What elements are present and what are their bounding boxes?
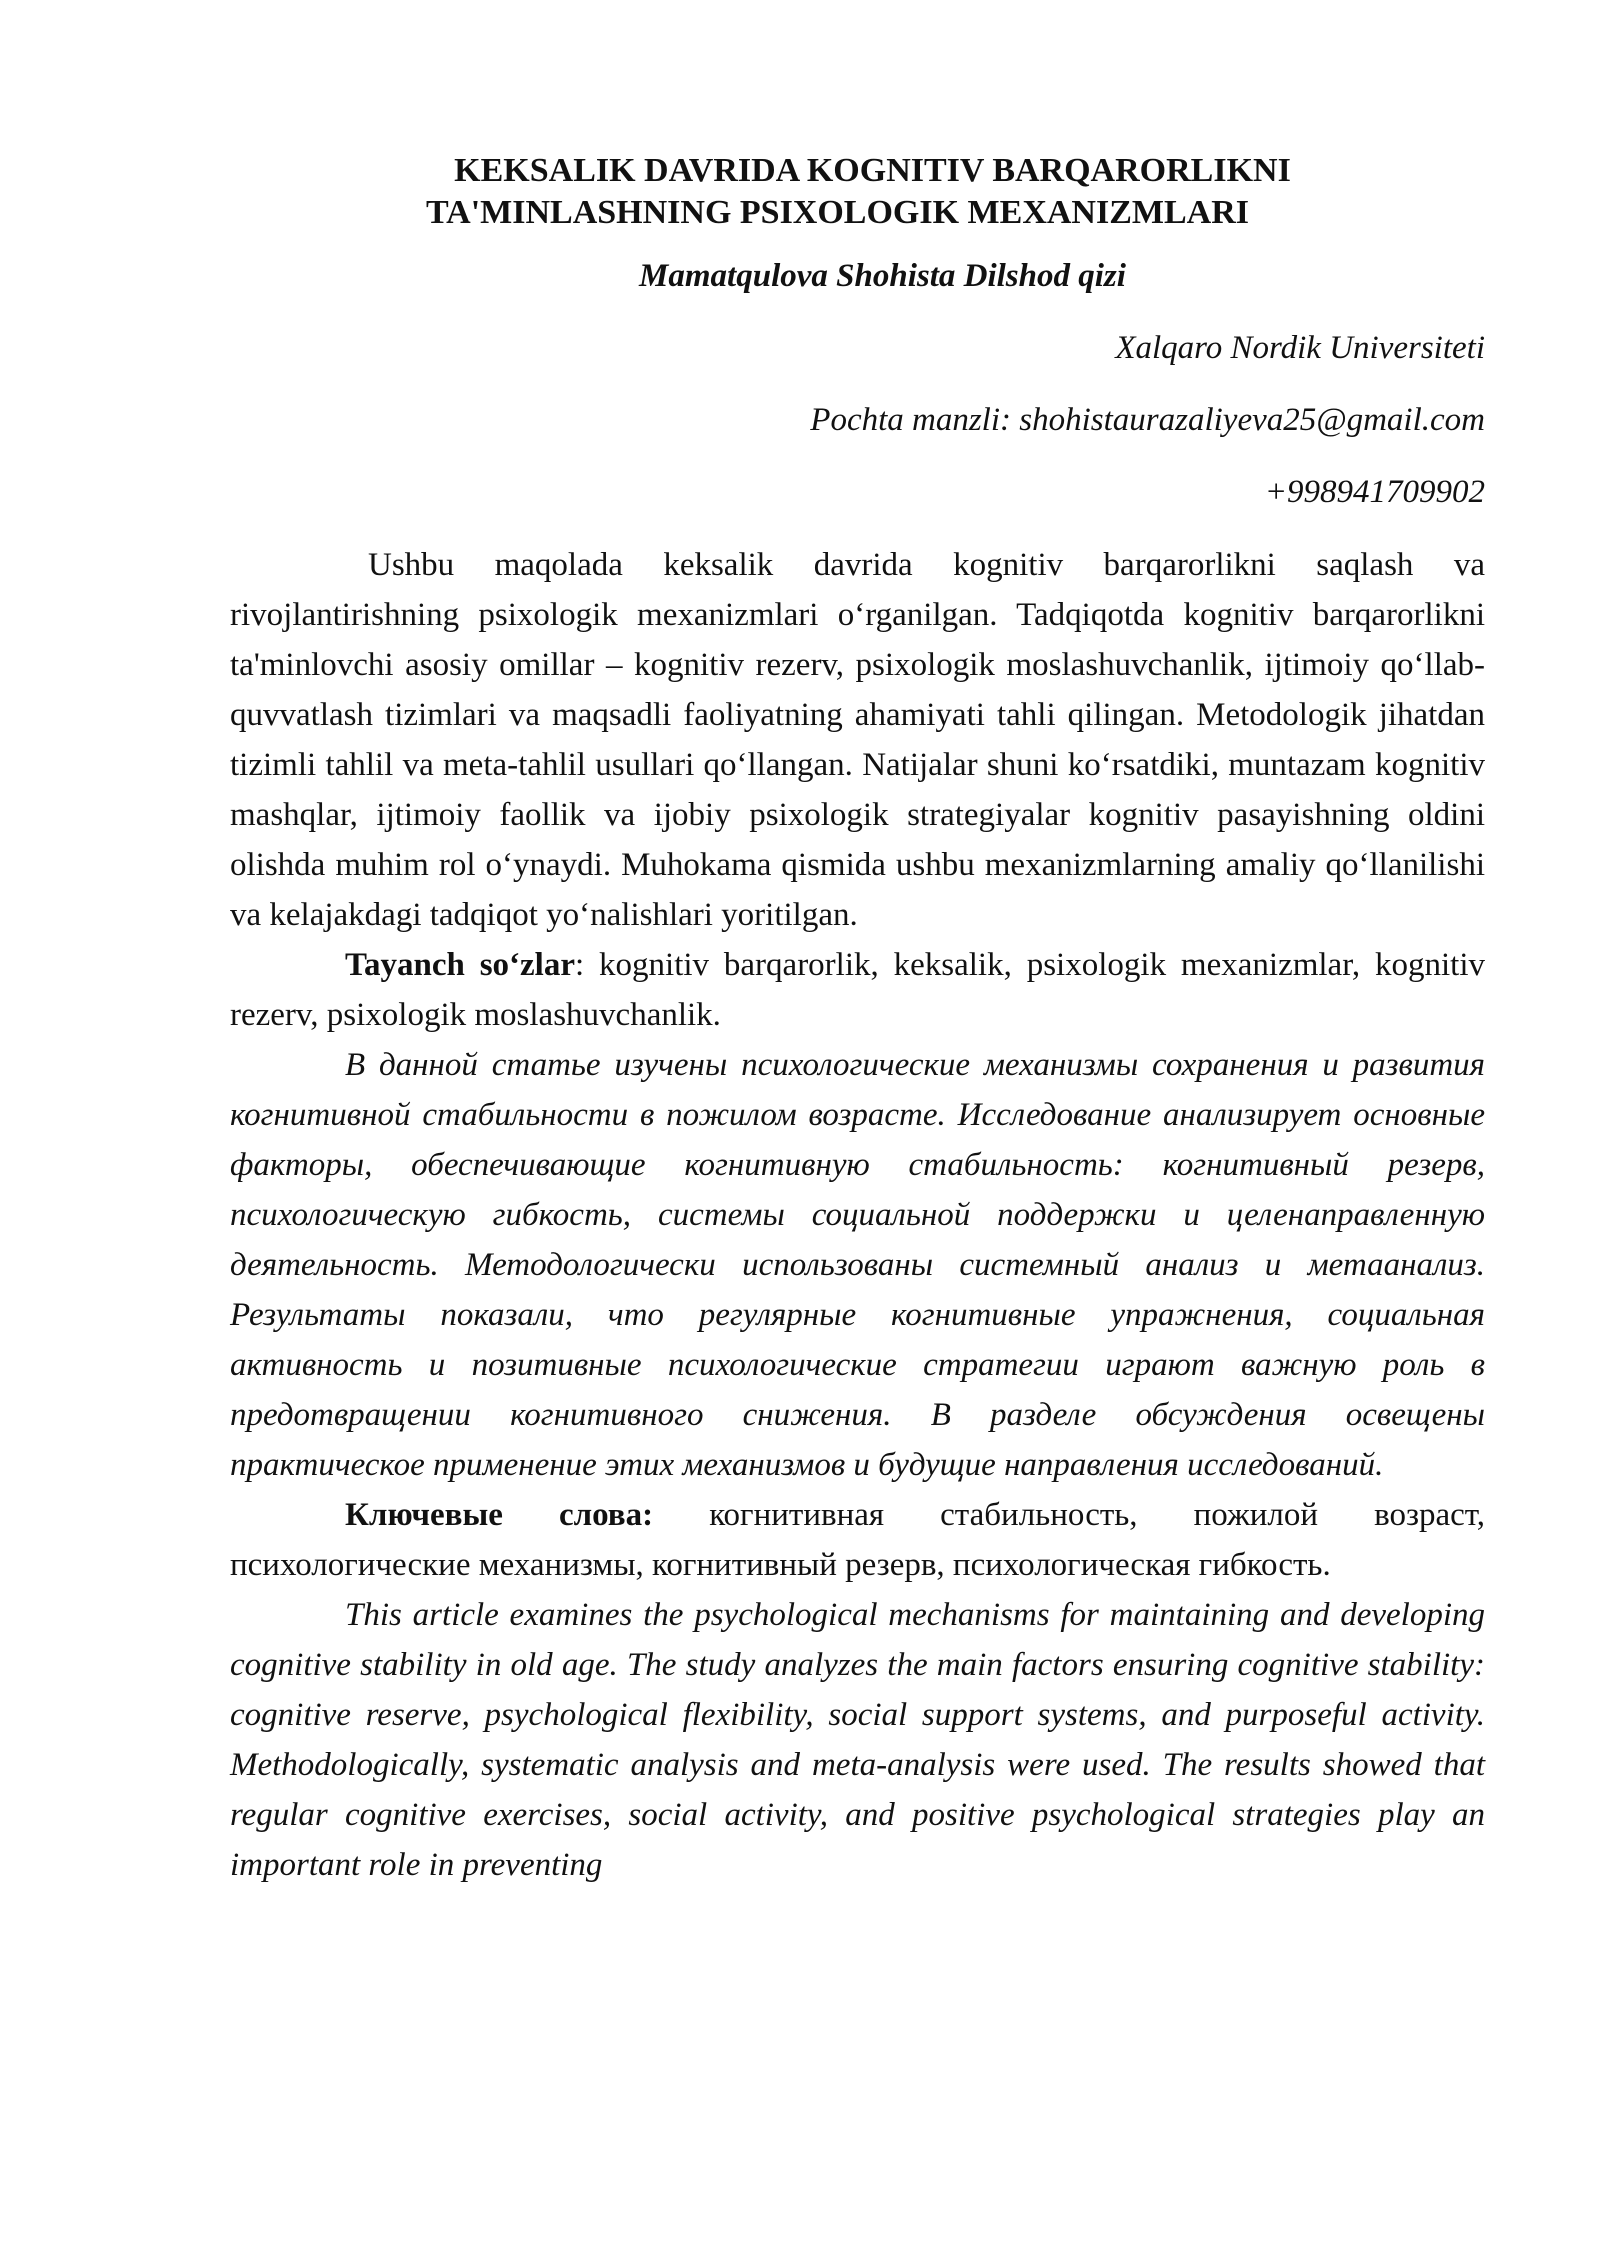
abstract-russian: В данной статье изучены психологические механизмы сохранения и развития когнитивной стабильности в пожилом возрасте. Исследование анализирует основные факторы, обеспечивающие когнитивную стабильность: когнитивный резерв, психологическую гибкость, системы социальной поддержки и целенаправленную деятельность. Методологически использованы системный анализ и метаанализ. Результаты показали, что регулярные когнитивные упражнения, социальная активность и позитивные психологические стратегии играют важную роль в предотвращении когнитивного снижения. В разделе обсуждения освещены практическое применение этих механизмов и будущие направления исследований. xyxy=(230,1047,1485,1483)
title-line-2: TA'MINLASHNING PSIXOLOGIK MEXANIZMLARI xyxy=(425,194,1249,231)
keywords-uzbek xyxy=(230,940,1485,1040)
keywords-russian-text: когнитивная стабильность, пожилой возраст, психологические механизмы, когнитивный резерв, психологическая гибкость. xyxy=(230,1497,1485,1583)
keywords-russian xyxy=(230,1490,1485,1590)
abstract-uzbek: Ushbu maqolada keksalik davrida kognitiv barqarorlikni saqlash va rivojlantirishning psixologik mexanizmlari o‘rganilgan. Tadqiqotda kognitiv barqarorlikni ta'minlovchi asosiy omillar – kognitiv rezerv, psixologik moslashuvchanlik, ijtimoiy qo‘llab-quvvatlash tizimlari va maqsadli faoliyatning ahamiyati tahli qilingan. Metodologik jihatdan tizimli tahlil va meta-tahlil usullari qo‘llangan. Natijalar shuni ko‘rsatdiki, muntazam kognitiv mashqlar, ijtimoiy faollik va ijobiy psixologik strategiyalar kognitiv pasayishning oldini olishda muhim rol o‘ynaydi. Muhokama qismida ushbu mexanizmlarning amaliy qo‘llanilishi va kelajakdagi tadqiqot yo‘nalishlari yoritilgan. xyxy=(230,547,1485,933)
keywords-russian-label: Ключевые слова: xyxy=(345,1497,654,1533)
author-name: Mamatqulova Shohista Dilshod qizi xyxy=(639,258,1126,294)
email-line: Pochta manzli: shohistaurazaliyeva25@gmail.com xyxy=(810,402,1485,438)
abstract-english: This article examines the psychological mechanisms for maintaining and developing cognitive stability in old age. The study analyzes the main factors ensuring cognitive stability: cognitive reserve, psychological flexibility, social support systems, and purposeful activity. Methodologically, systematic analysis and meta-analysis were used. The results showed that regular cognitive exercises, social activity, and positive psychological strategies play an important role in preventing xyxy=(230,1597,1485,1883)
title-line-1: KEKSALIK DAVRIDA KOGNITIV BARQARORLIKNI xyxy=(454,152,1291,189)
keywords-uzbek-label: Tayanch so‘zlar xyxy=(345,947,575,983)
phone-line: +998941709902 xyxy=(1264,474,1485,510)
affiliation: Xalqaro Nordik Universiteti xyxy=(1115,330,1485,366)
paper-page xyxy=(230,150,1485,1890)
keywords-uzbek-text: : kognitiv barqarorlik, keksalik, psixologik mexanizmlar, kognitiv rezerv, psixologik moslashuvchanlik. xyxy=(230,947,1485,1033)
paper-title xyxy=(230,150,1485,234)
